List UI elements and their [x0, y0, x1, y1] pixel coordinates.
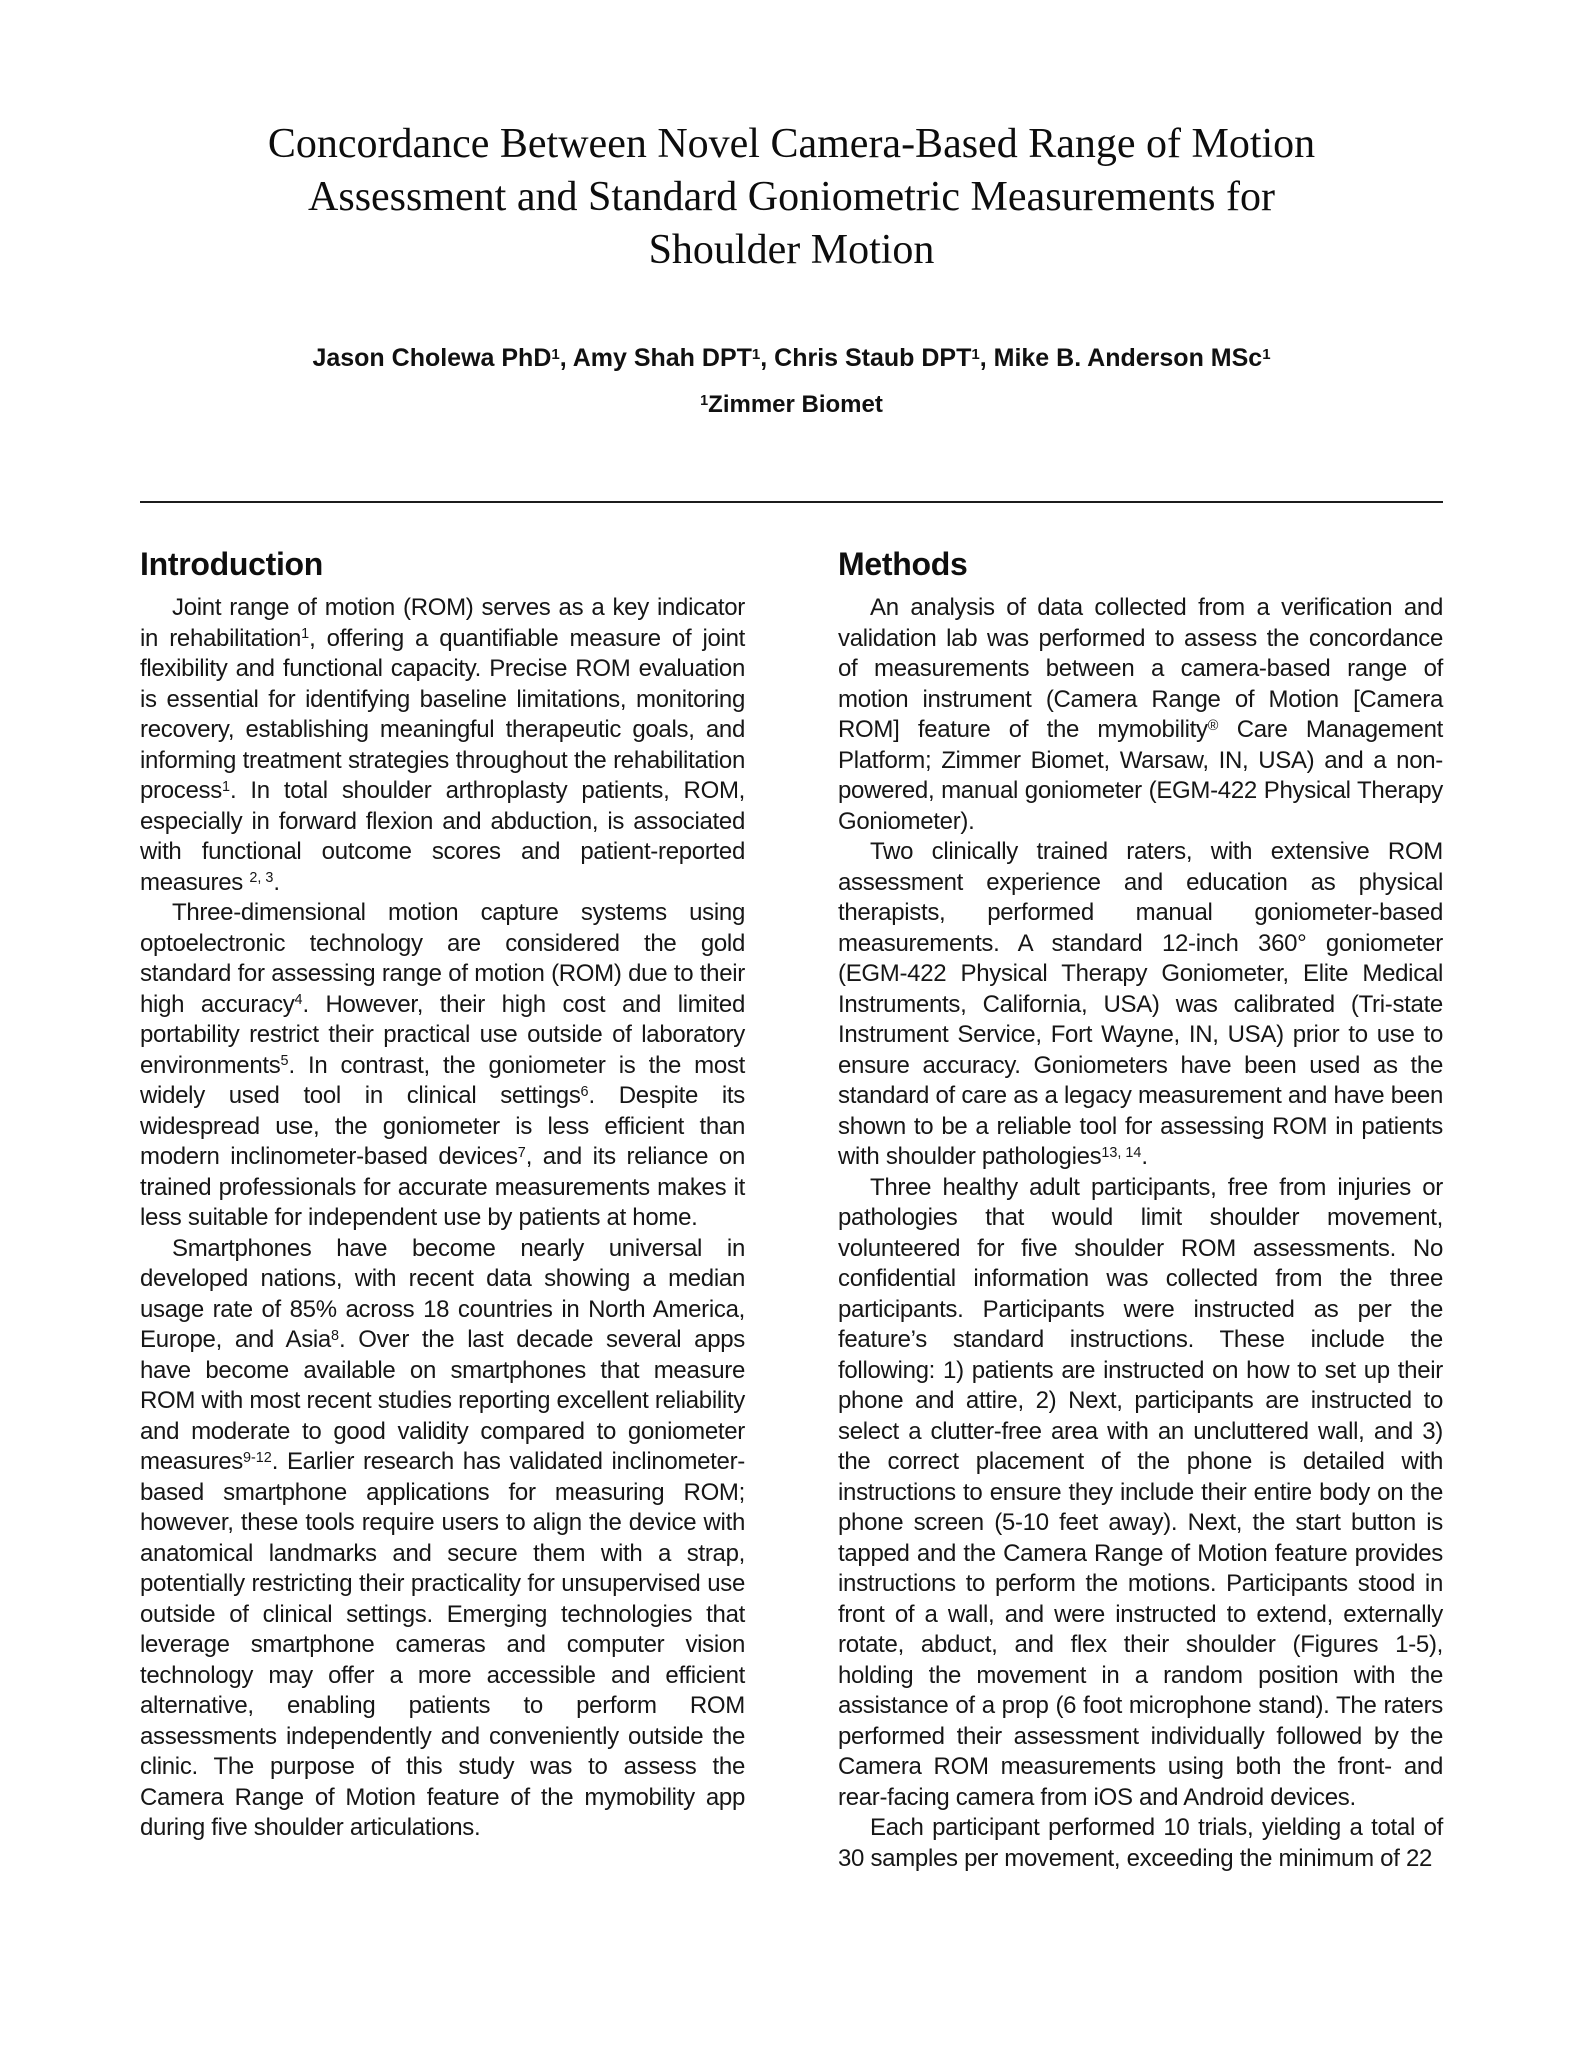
methods-paragraph-2: Two clinically trained raters, with extensive ROM assessment experience and education as physical therapists, performed manual goniometer-based measurements. A standard 12-inch 360° goniometer (EGM-422 Physical Therapy Goniometer, Elite Medical Instruments, California, USA) was calibrated (Tri-state Instrument Service, Fort Wayne, IN, USA) prior to use to ensure accuracy. Goniometers have been used as the standard of care as a legacy measurement and have been shown to be a reliable tool for assessing ROM in patients with shoulder pathologies$^{13, 14}$. [838, 838, 1443, 1170]
affiliation-line: $^1$Zimmer Biomet [700, 391, 883, 418]
page-content [140, 0, 1443, 1874]
introduction-paragraph-3: Smartphones have become nearly universal in developed nations, with recent data showing a median usage rate of 85% across 18 countries in North America, Europe, and Asia$^8$. Over the last decade several apps have become available on smartphones that measure ROM with most recent studies reporting excellent reliability and moderate to good validity compared to goniometer measures$^{9-12}$. Earlier research has validated inclinometer-based smartphone applications for measuring ROM; however, these tools require users to align the device with anatomical landmarks and secure them with a strap, potentially restricting their practicality for unsupervised use outside of clinical settings. Emerging technologies that leverage smartphone cameras and computer vision technology may offer a more accessible and efficient alternative, enabling patients to perform ROM assessments independently and conveniently outside the clinic. The purpose of this study was to assess the Camera Range of Motion feature of the mymobility app during five shoulder articulations. [140, 1234, 745, 1841]
two-column-layout [140, 545, 1443, 1874]
section-heading-methods: Methods [838, 546, 968, 582]
introduction-paragraph-1: Joint range of motion (ROM) serves as a key indicator in rehabilitation$^1$, offering a quantifiable measure of joint flexibility and functional capacity. Precise ROM evaluation is essential for identifying baseline limitations, monitoring recovery, establishing meaningful therapeutic goals, and informing treatment strategies throughout the rehabilitation process$^1$. In total shoulder arthroplasty patients, ROM, especially in forward flexion and abduction, is associated with functional outcome scores and patient-reported measures $^{2, 3}$. [140, 594, 745, 896]
paper-title-line-3: Shoulder Motion [648, 227, 935, 273]
introduction-paragraph-2: Three-dimensional motion capture systems using optoelectronic technology are considered the gold standard for assessing range of motion (ROM) due to their high accuracy$^4$. However, their high cost and limited portability restrict their practical use outside of laboratory environments$^5$. In contrast, the goniometer is the most widely used tool in clinical settings$^6$. Despite its widespread use, the goniometer is less efficient than modern inclinometer-based devices$^7$, and its reliance on trained professionals for accurate measurements makes it less suitable for independent use by patients at home. [140, 899, 745, 1231]
methods-paragraph-4: Each participant performed 10 trials, yielding a total of 30 samples per movement, exceeding the minimum of 22 [838, 1814, 1443, 1872]
methods-paragraph-1: An analysis of data collected from a verification and validation lab was performed to assess the concordance of measurements between a camera-based range of motion instrument (Camera Range of Motion [Camera ROM] feature of the mymobility® Care Management Platform; Zimmer Biomet, Warsaw, IN, USA) and a non-powered, manual goniometer (EGM-422 Physical Therapy Goniometer). [838, 594, 1443, 835]
section-methods [838, 545, 1443, 1874]
paper-title [140, 0, 1443, 277]
methods-paragraph-3: Three healthy adult participants, free from injuries or pathologies that would limit shoulder movement, volunteered for five shoulder ROM assessments. No confidential information was collected from the three participants. Participants were instructed as per the feature’s standard instructions. These include the following: 1) patients are instructed on how to set up their phone and attire, 2) Next, participants are instructed to select a clutter-free area with an uncluttered wall, and 3) the correct placement of the phone is detailed with instructions to ensure they include their entire body on the phone screen (5-10 feet away). Next, the start button is tapped and the Camera Range of Motion feature provides instructions to perform the motions. Participants stood in front of a wall, and were instructed to extend, externally rotate, abduct, and flex their shoulder (Figures 1-5), holding the movement in a random position with the assistance of a prop (6 foot microphone stand). The raters performed their assessment individually followed by the Camera ROM measurements using both the front- and rear-facing camera from iOS and Android devices. [838, 1173, 1443, 1811]
authors-line: Jason Cholewa PhD$^1$, Amy Shah DPT$^1$, Chris Staub DPT$^1$, Mike B. Anderson MSc$^1$ [312, 344, 1271, 372]
divider-rule [140, 501, 1443, 503]
title-block [140, 0, 1443, 421]
section-introduction [140, 545, 745, 1874]
paper-title-line-2: Assessment and Standard Goniometric Measurements for [308, 174, 1275, 220]
section-heading-introduction: Introduction [140, 546, 324, 582]
paper-title-line-1: Concordance Between Novel Camera-Based Range of Motion [267, 121, 1316, 167]
